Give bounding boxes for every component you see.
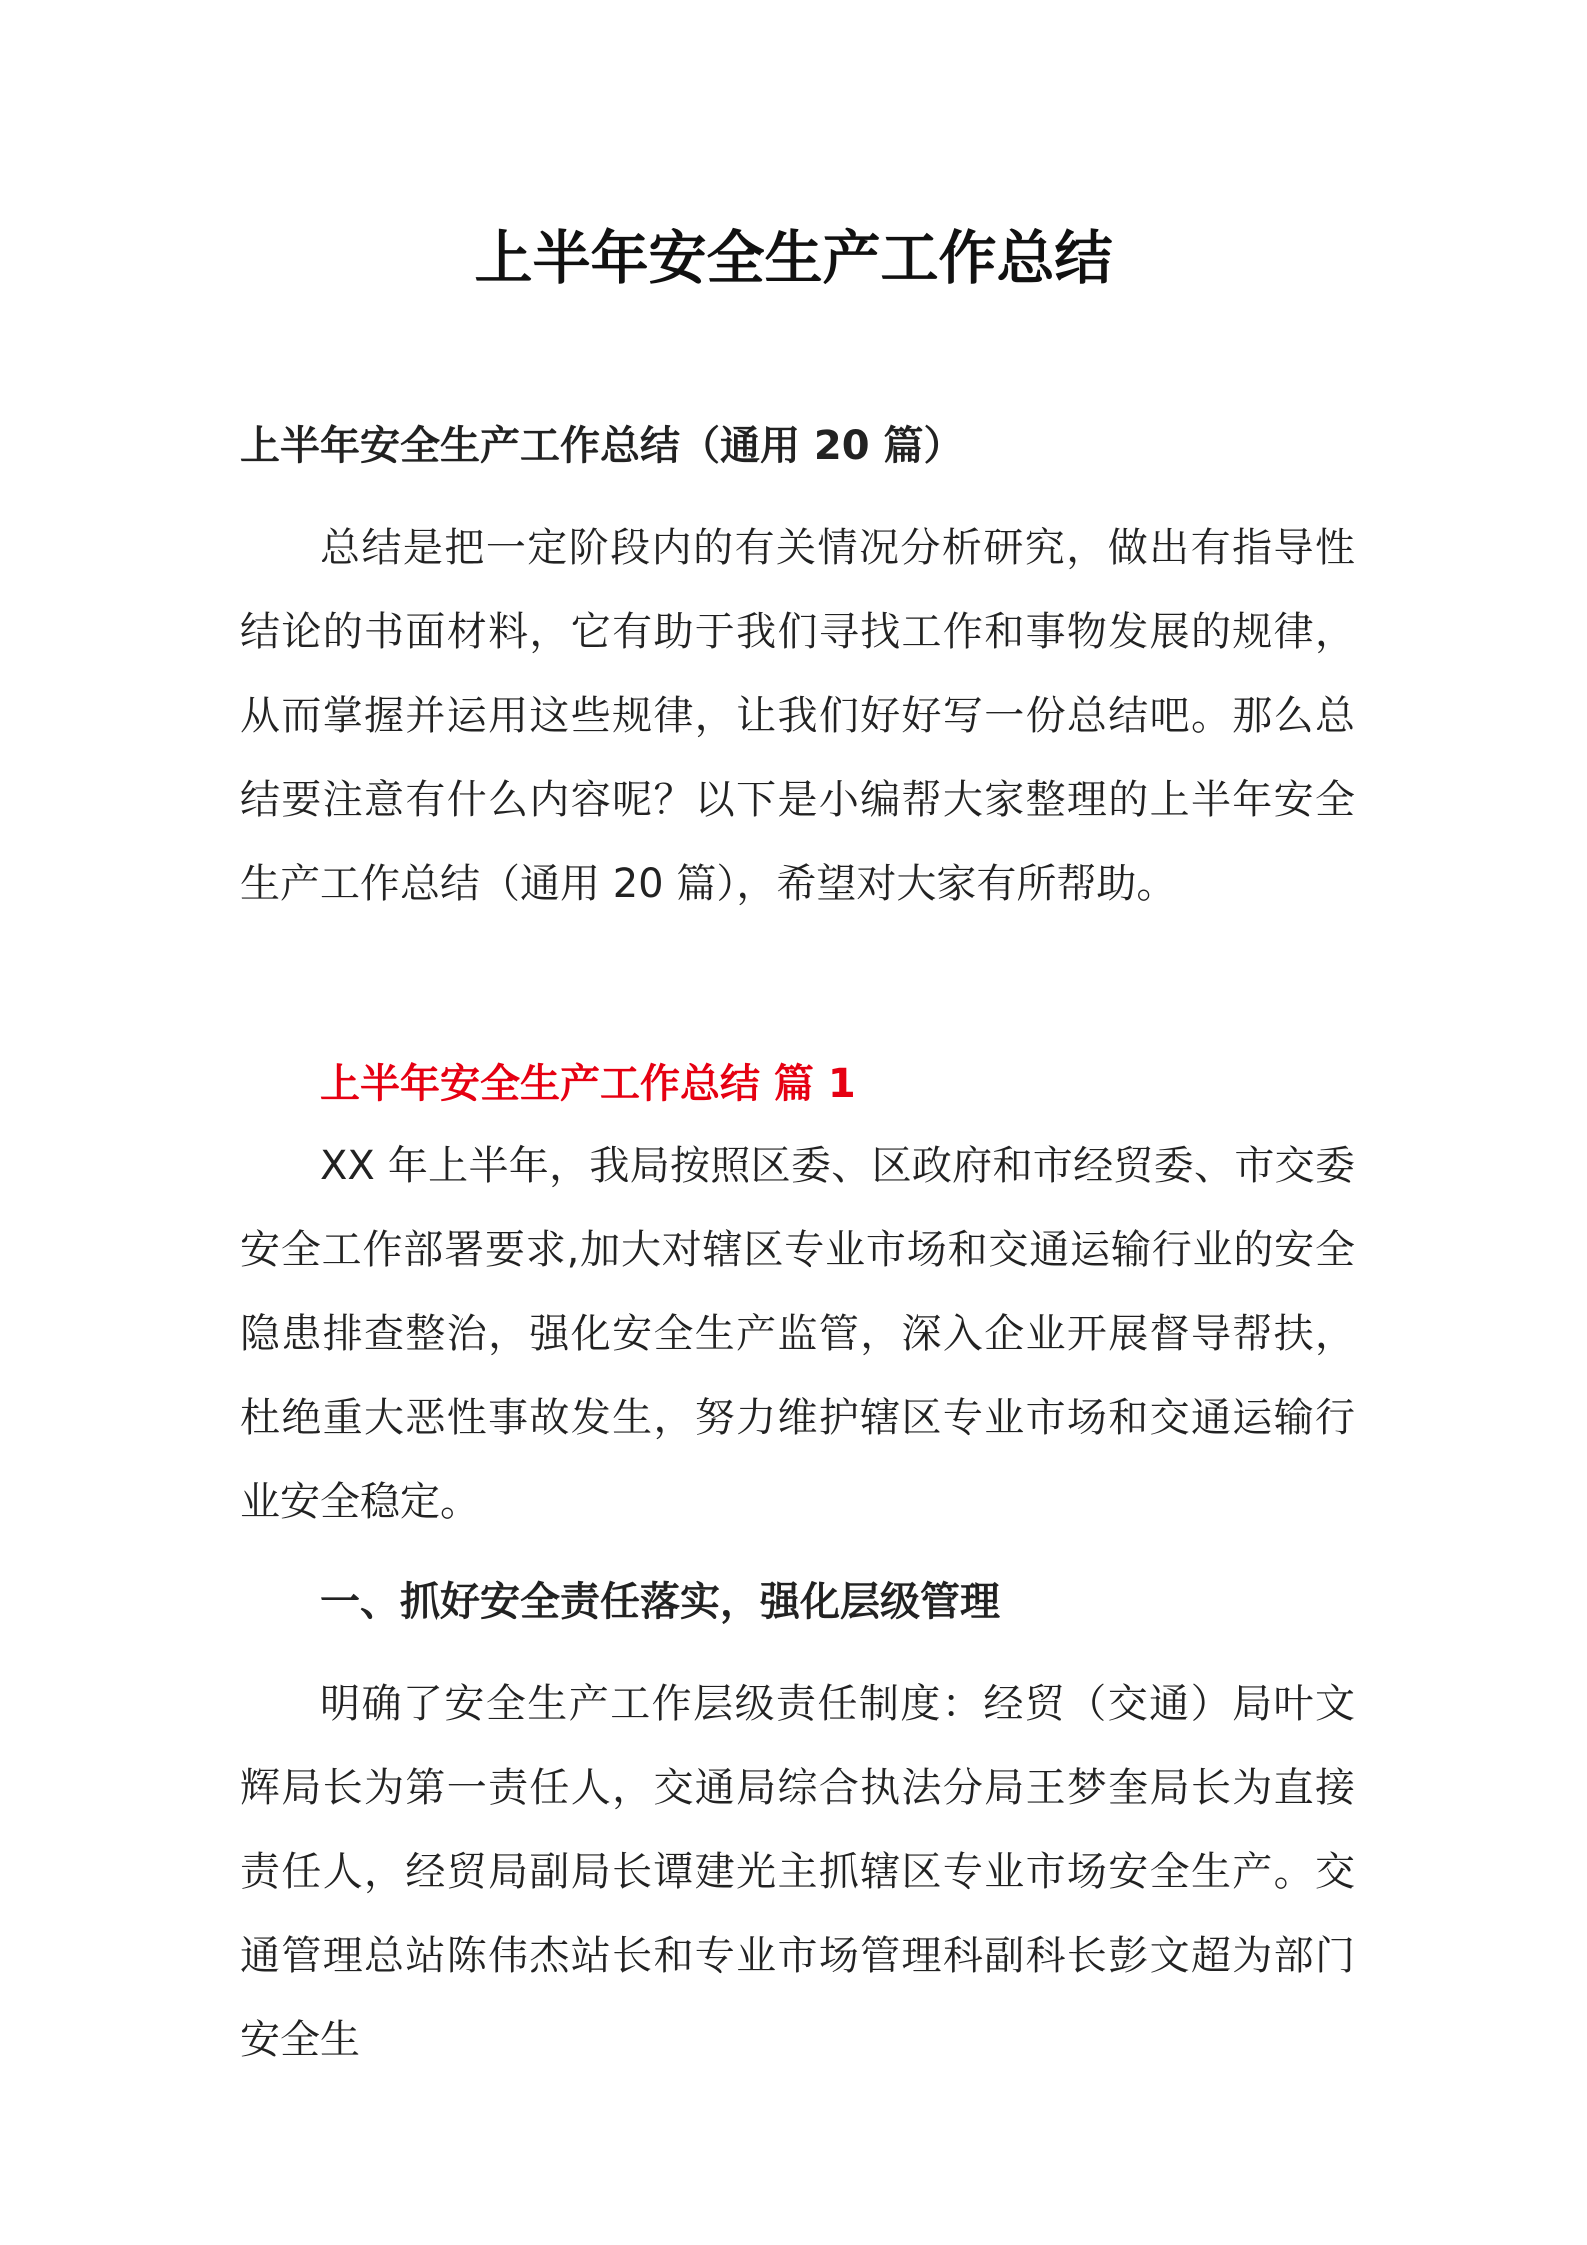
- section-paragraph-1: XX 年上半年，我局按照区委、区政府和市经贸委、市交委安全工作部署要求,加大对辖区专业市场和交通运输行业的安全隐患排查整治，强化安全生产监管，深入企业开展督导帮扶，杜绝重大恶性事故发生，努力维护辖区专业市场和交通运输行业安全稳定。: [240, 1143, 1355, 1525]
- document-subtitle: 上半年安全生产工作总结（通用 20 篇）: [240, 423, 964, 469]
- section-paragraph-2: 明确了安全生产工作层级责任制度：经贸（交通）局叶文辉局长为第一责任人，交通局综合执法分局王梦奎局长为直接责任人，经贸局副局长谭建光主抓辖区专业市场安全生产。交通管理总站陈伟杰站长和专业市场管理科副科长彭文超为部门安全生: [240, 1681, 1355, 2063]
- section-title: 上半年安全生产工作总结 篇 1: [320, 1061, 856, 1107]
- section-heading-1: 一、抓好安全责任落实，强化层级管理: [320, 1579, 1000, 1625]
- document-title: 上半年安全生产工作总结: [474, 224, 1113, 292]
- intro-paragraph: 总结是把一定阶段内的有关情况分析研究，做出有指导性结论的书面材料，它有助于我们寻找工作和事物发展的规律，从而掌握并运用这些规律，让我们好好写一份总结吧。那么总结要注意有什么内容呢？以下是小编帮大家整理的上半年安全生产工作总结（通用 20 篇），希望对大家有所帮助。: [240, 525, 1355, 907]
